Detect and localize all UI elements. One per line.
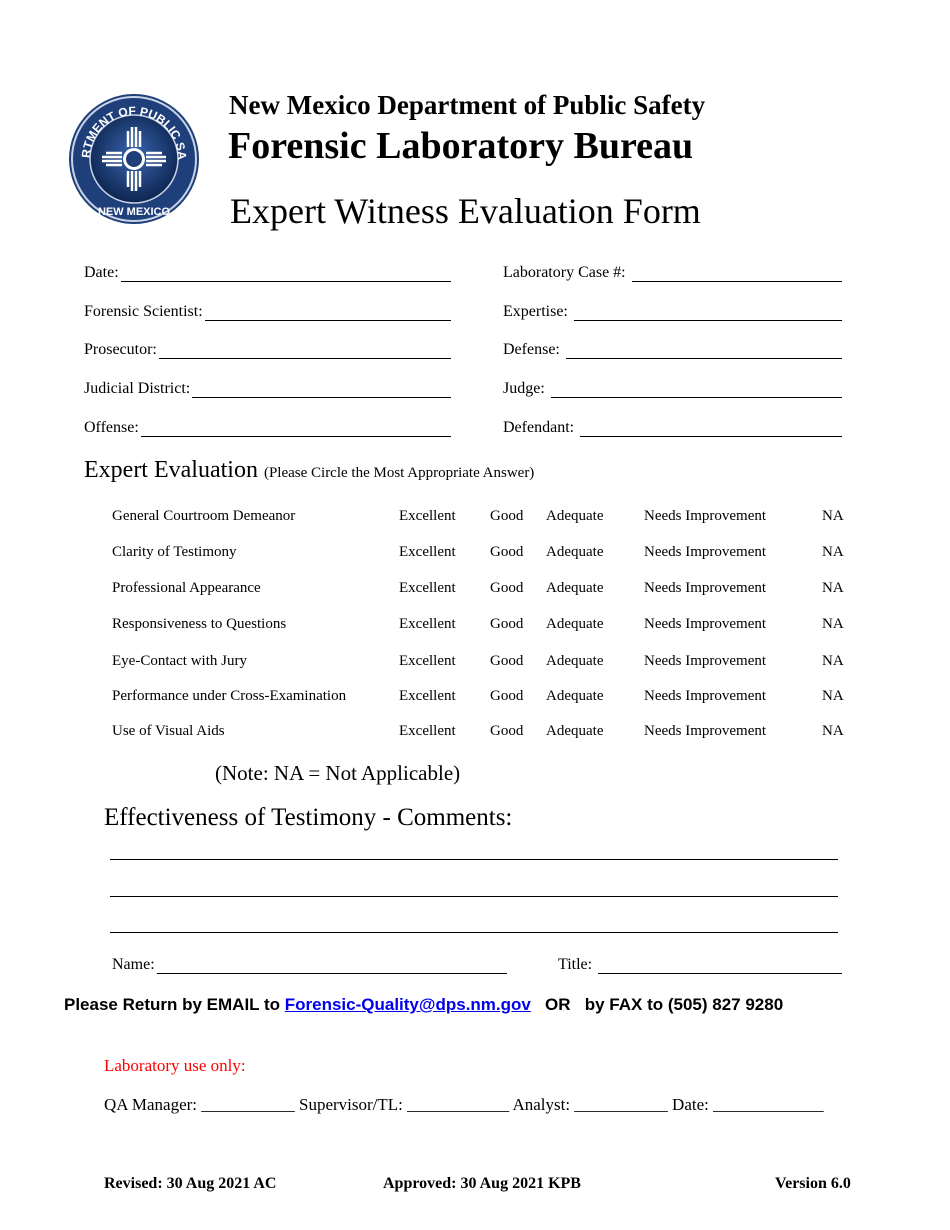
rating-option[interactable]: Good (490, 653, 524, 669)
field-label: Defense: (503, 341, 560, 358)
lab-use-heading: Laboratory use only: (104, 1056, 246, 1075)
comment-line-2[interactable] (110, 896, 838, 897)
field-label: Name: (112, 956, 155, 973)
left-field[interactable] (84, 339, 451, 359)
rating-option[interactable]: Good (490, 616, 524, 632)
svg-text:NEW MEXICO: NEW MEXICO (97, 206, 171, 218)
svg-text:DEPARTMENT OF PUBLIC SAFETY: RTMENT OF PUBLIC SA (78, 103, 190, 161)
rating-option[interactable]: NA (822, 723, 844, 739)
criterion-label: Responsiveness to Questions (112, 616, 287, 632)
rating-option[interactable]: Needs Improvement (644, 688, 767, 704)
field-line[interactable] (566, 344, 842, 359)
bureau-name: Forensic Laboratory Bureau (228, 125, 694, 167)
na-note: (Note: NA = Not Applicable) (215, 761, 461, 785)
dps-seal-logo (68, 93, 201, 231)
left-field[interactable] (84, 301, 451, 321)
field-line[interactable] (192, 383, 451, 398)
field-label: Judicial District: (84, 380, 191, 397)
right-field[interactable] (503, 301, 842, 321)
rating-option[interactable]: Adequate (546, 616, 604, 632)
title-field[interactable] (558, 954, 842, 974)
field-line[interactable] (574, 306, 842, 321)
rating-option[interactable]: NA (822, 580, 844, 596)
field-line[interactable] (205, 306, 451, 321)
right-field[interactable] (503, 262, 842, 282)
field-line[interactable] (580, 422, 842, 437)
left-field[interactable] (84, 417, 451, 437)
rating-option[interactable]: Needs Improvement (644, 544, 767, 560)
rating-option[interactable]: Needs Improvement (644, 616, 767, 632)
field-label: Offense: (84, 419, 139, 436)
criterion-label: Use of Visual Aids (112, 723, 225, 739)
field-label: Judge: (503, 380, 545, 397)
rating-option[interactable]: Needs Improvement (644, 508, 767, 524)
rating-option[interactable]: Excellent (399, 544, 456, 560)
comments-heading: Effectiveness of Testimony - Comments: (104, 804, 513, 831)
field-label: Defendant: (503, 419, 575, 436)
revised-date: Revised: 30 Aug 2021 AC (104, 1175, 277, 1192)
rating-option[interactable]: Adequate (546, 653, 604, 669)
right-field[interactable] (503, 339, 842, 359)
field-label: Laboratory Case #: (503, 264, 626, 281)
rating-option[interactable]: Needs Improvement (644, 653, 767, 669)
rating-option[interactable]: NA (822, 616, 844, 632)
criterion-label: Professional Appearance (112, 580, 261, 596)
criterion-label: Clarity of Testimony (112, 544, 237, 560)
rating-option[interactable]: NA (822, 544, 844, 560)
field-label: Forensic Scientist: (84, 303, 203, 320)
return-or: OR (545, 995, 571, 1014)
rating-option[interactable]: NA (822, 653, 844, 669)
field-line[interactable] (157, 959, 507, 974)
rating-option[interactable]: Excellent (399, 688, 456, 704)
name-field[interactable] (112, 954, 507, 974)
rating-option[interactable]: Excellent (399, 723, 456, 739)
criterion-label: Eye-Contact with Jury (112, 653, 247, 669)
right-field[interactable] (503, 417, 842, 437)
field-label: Prosecutor: (84, 341, 157, 358)
email-link[interactable]: Forensic-Quality@dps.nm.gov (284, 995, 531, 1014)
rating-option[interactable]: Excellent (399, 616, 456, 632)
comment-line-1[interactable] (110, 859, 838, 860)
criterion-label: Performance under Cross-Examination (112, 688, 347, 704)
field-line[interactable] (598, 959, 842, 974)
section-title: Expert Evaluation (84, 457, 258, 483)
field-line[interactable] (551, 383, 842, 398)
field-line[interactable] (141, 422, 451, 437)
rating-option[interactable]: Good (490, 544, 524, 560)
approved-date: Approved: 30 Aug 2021 KPB (383, 1175, 581, 1192)
fax-number: by FAX to (505) 827 9280 (584, 995, 784, 1014)
rating-option[interactable]: Good (490, 508, 524, 524)
left-field[interactable] (84, 262, 451, 282)
rating-option[interactable]: Good (490, 580, 524, 596)
rating-option[interactable]: Good (490, 688, 524, 704)
rating-option[interactable]: Excellent (399, 580, 456, 596)
criterion-label: General Courtroom Demeanor (112, 508, 296, 524)
left-field[interactable] (84, 378, 451, 398)
rating-option[interactable]: Adequate (546, 508, 604, 524)
field-label: Date: (84, 264, 119, 281)
department-name: New Mexico Department of Public Safety (229, 90, 706, 120)
form-title: Expert Witness Evaluation Form (230, 191, 701, 231)
field-label: Title: (558, 956, 593, 973)
return-prefix: Please Return by EMAIL to (64, 995, 281, 1014)
rating-option[interactable]: Adequate (546, 723, 604, 739)
rating-option[interactable]: NA (822, 688, 844, 704)
return-instructions (64, 995, 783, 1015)
rating-option[interactable]: Adequate (546, 544, 604, 560)
rating-option[interactable]: Good (490, 723, 524, 739)
lab-use-signoff-line[interactable]: QA Manager: ___________ Supervisor/TL: ____________ Analyst: ___________ Date: _____________ (104, 1095, 824, 1114)
rating-option[interactable]: NA (822, 508, 844, 524)
field-line[interactable] (632, 267, 842, 282)
section-instruction: (Please Circle the Most Appropriate Answer) (263, 465, 535, 481)
right-field[interactable] (503, 378, 842, 398)
version: Version 6.0 (775, 1175, 851, 1192)
expert-evaluation-heading (84, 457, 534, 484)
rating-option[interactable]: Needs Improvement (644, 580, 767, 596)
rating-option[interactable]: Adequate (546, 688, 604, 704)
field-label: Expertise: (503, 303, 568, 320)
rating-option[interactable]: Adequate (546, 580, 604, 596)
rating-option[interactable]: Excellent (399, 653, 456, 669)
field-line[interactable] (121, 267, 451, 282)
comment-line-3[interactable] (110, 932, 838, 933)
rating-option[interactable]: Excellent (399, 508, 456, 524)
field-line[interactable] (159, 344, 451, 359)
rating-option[interactable]: Needs Improvement (644, 723, 767, 739)
